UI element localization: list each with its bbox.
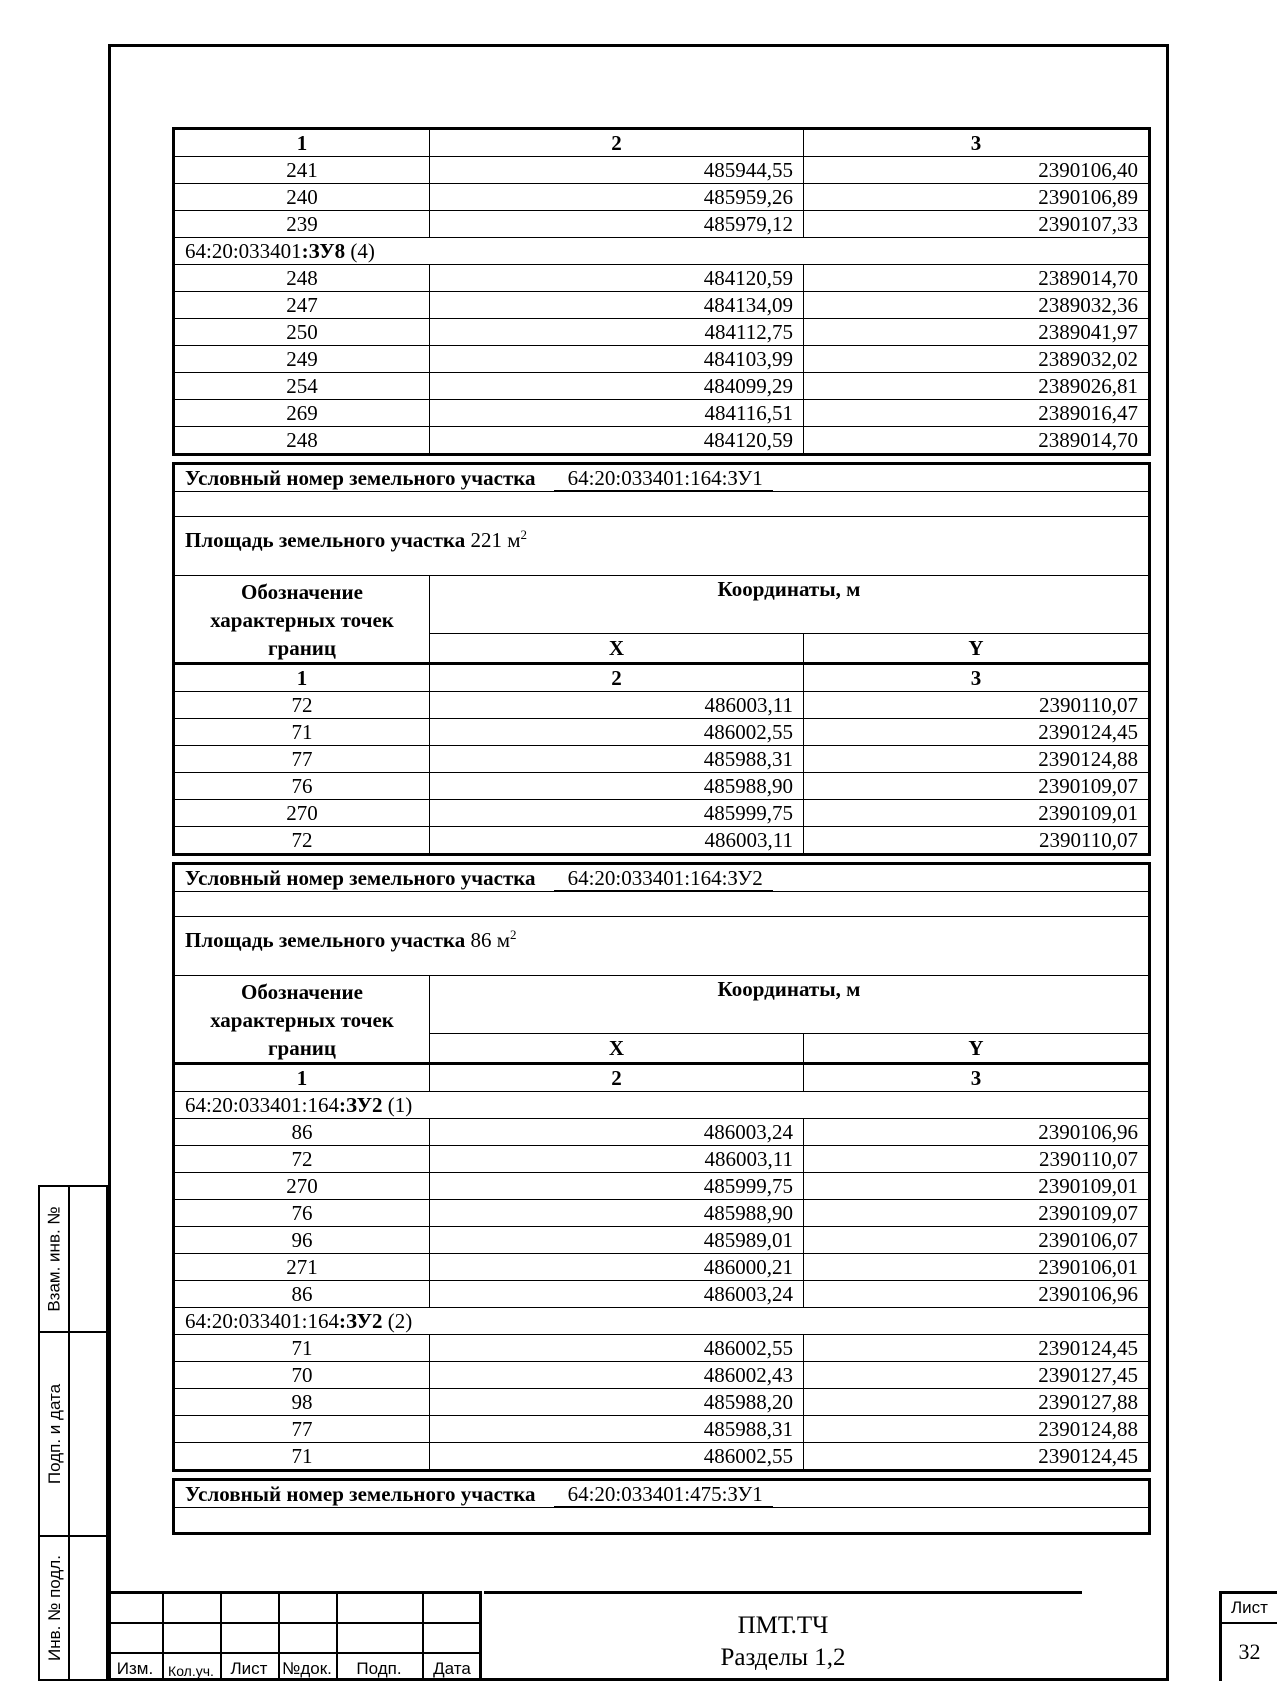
- point-id: 270: [174, 1173, 430, 1200]
- group-row: [174, 1308, 1150, 1335]
- plot-number: 64:20:033401:164:ЗУ1: [554, 466, 773, 491]
- group-prefix: 64:20:033401:164: [185, 1309, 340, 1333]
- coord-x: 485988,20: [430, 1389, 804, 1416]
- col-header-2: 2: [430, 129, 804, 157]
- group-row: [174, 238, 1150, 265]
- sheet-number: 32: [1238, 1639, 1261, 1664]
- area-value: 86 м: [470, 928, 511, 952]
- table-header-row: [174, 664, 1150, 692]
- table-row: [174, 373, 1150, 400]
- coord-x: 486002,55: [430, 1335, 804, 1362]
- coord-x: 485988,90: [430, 1200, 804, 1227]
- table-row: [174, 1146, 1150, 1173]
- coord-y: 2389014,70: [804, 427, 1150, 455]
- coord-y: 2390127,88: [804, 1389, 1150, 1416]
- point-id: 71: [174, 1335, 430, 1362]
- uslov-label: Условный номер земельного участка: [185, 1482, 536, 1506]
- data-label: Дата: [433, 1659, 471, 1678]
- coord-x: 485988,31: [430, 746, 804, 773]
- coord-x: 486003,11: [430, 827, 804, 855]
- izm-label: Изм.: [116, 1659, 154, 1678]
- area-label: Площадь земельного участка: [185, 928, 466, 952]
- point-id: 72: [174, 827, 430, 855]
- coord-y: 2390124,45: [804, 1335, 1150, 1362]
- coord-x: 486003,11: [430, 1146, 804, 1173]
- col-header-3: 3: [804, 1064, 1150, 1092]
- coord-x: 486003,24: [430, 1281, 804, 1308]
- col-header-2: 2: [430, 664, 804, 692]
- table-row: [174, 1416, 1150, 1443]
- coord-y: 2389014,70: [804, 265, 1150, 292]
- coord-x: 484099,29: [430, 373, 804, 400]
- plot-number: 64:20:033401:475:ЗУ1: [554, 1482, 773, 1507]
- point-id: 76: [174, 1200, 430, 1227]
- point-id: 240: [174, 184, 430, 211]
- col-header-3: 3: [804, 664, 1150, 692]
- plot-table-2: [172, 862, 1151, 1472]
- document-designation: [484, 1591, 1082, 1681]
- table-row: [174, 773, 1150, 800]
- coord-x: 485979,12: [430, 211, 804, 238]
- point-id: 248: [174, 427, 430, 455]
- doc-code: ПМТ.ТЧ: [737, 1612, 829, 1639]
- podp-label: Подп.: [356, 1659, 402, 1678]
- coord-y: 2389026,81: [804, 373, 1150, 400]
- point-id: 86: [174, 1281, 430, 1308]
- table-row: [174, 1389, 1150, 1416]
- point-id: 86: [174, 1119, 430, 1146]
- coord-x: 485989,01: [430, 1227, 804, 1254]
- coord-y: 2389016,47: [804, 400, 1150, 427]
- coord-y: 2390110,07: [804, 827, 1150, 855]
- table-header-row: [174, 1064, 1150, 1092]
- coord-y: 2390109,01: [804, 800, 1150, 827]
- coord-y: 2390107,33: [804, 211, 1150, 238]
- coord-x: 486002,43: [430, 1362, 804, 1389]
- coord-y: 2390124,88: [804, 1416, 1150, 1443]
- coord-x: 486003,11: [430, 692, 804, 719]
- table-row: [174, 1443, 1150, 1471]
- col-header-1: 1: [174, 664, 430, 692]
- coord-y: 2390127,45: [804, 1362, 1150, 1389]
- side-stamp-podp: [38, 1331, 108, 1537]
- oboznach-header: Обозначение характерных точек границ: [174, 576, 430, 664]
- x-header: X: [430, 1033, 804, 1063]
- col-header-1: 1: [174, 1064, 430, 1092]
- coord-y: 2390109,01: [804, 1173, 1150, 1200]
- table-header-row: [174, 129, 1150, 157]
- group-row: [174, 1092, 1150, 1119]
- coord-x: 485999,75: [430, 1173, 804, 1200]
- coord-x: 484112,75: [430, 319, 804, 346]
- point-id: 96: [174, 1227, 430, 1254]
- point-id: 72: [174, 1146, 430, 1173]
- point-id: 76: [174, 773, 430, 800]
- point-id: 269: [174, 400, 430, 427]
- x-header: X: [430, 633, 804, 663]
- doc-section: Разделы 1,2: [720, 1644, 846, 1671]
- plot-number: 64:20:033401:164:ЗУ2: [554, 866, 773, 891]
- table-row: [174, 319, 1150, 346]
- coord-y: 2390106,89: [804, 184, 1150, 211]
- point-id: 254: [174, 373, 430, 400]
- ndok-label: №док.: [282, 1659, 332, 1678]
- coord-y: 2390109,07: [804, 773, 1150, 800]
- side-label-podp: Подп. и дата: [45, 1383, 65, 1485]
- table-row: [174, 1335, 1150, 1362]
- coord-x: 485959,26: [430, 184, 804, 211]
- coord-y: 2389032,36: [804, 292, 1150, 319]
- side-label-inv: Инв. № подл.: [45, 1555, 64, 1661]
- group-bold: :ЗУ8: [301, 239, 346, 263]
- coord-x: 485988,31: [430, 1416, 804, 1443]
- table-row: [174, 1362, 1150, 1389]
- table-row: [174, 1173, 1150, 1200]
- coord-y: 2390106,40: [804, 157, 1150, 184]
- coord-y: 2390124,45: [804, 1443, 1150, 1471]
- table-row: [174, 184, 1150, 211]
- table-row: [174, 265, 1150, 292]
- coord-x: 486002,55: [430, 1443, 804, 1471]
- coord-x: 486000,21: [430, 1254, 804, 1281]
- coord-y: 2390124,45: [804, 719, 1150, 746]
- coord-x: 485944,55: [430, 157, 804, 184]
- coord-x: 484116,51: [430, 400, 804, 427]
- group-suffix: (2): [382, 1309, 413, 1333]
- coord-y: 2390109,07: [804, 1200, 1150, 1227]
- side-stamp-inv: [38, 1535, 108, 1681]
- col-header-3: 3: [804, 129, 1150, 157]
- coord-y: 2390106,96: [804, 1119, 1150, 1146]
- table-row: [174, 1227, 1150, 1254]
- kol-label: Кол.уч.: [168, 1663, 214, 1679]
- table-row: [174, 692, 1150, 719]
- table-row: [174, 211, 1150, 238]
- plot-table-1: [172, 462, 1151, 856]
- plot-table-3: [172, 1478, 1151, 1535]
- group-suffix: (4): [345, 239, 375, 263]
- point-id: 77: [174, 1416, 430, 1443]
- table-row: [174, 746, 1150, 773]
- title-block: [108, 1591, 1268, 1681]
- area-sup: 2: [510, 927, 517, 942]
- group-prefix: 64:20:033401:164: [185, 1093, 340, 1117]
- point-id: 249: [174, 346, 430, 373]
- coord-y: 2390110,07: [804, 692, 1150, 719]
- oboznach-header: Обозначение характерных точек границ: [174, 976, 430, 1064]
- coord-table-continuation: [172, 127, 1151, 456]
- table-row: [174, 1200, 1150, 1227]
- coord-x: 486002,55: [430, 719, 804, 746]
- point-id: 271: [174, 1254, 430, 1281]
- area-value: 221 м: [470, 528, 521, 552]
- side-label-vzam: Взам. инв. №: [45, 1206, 65, 1312]
- table-row: [174, 292, 1150, 319]
- group-bold: :ЗУ2: [339, 1093, 383, 1117]
- table-row: [174, 400, 1150, 427]
- coord-y: 2390106,01: [804, 1254, 1150, 1281]
- coord-x: 486003,24: [430, 1119, 804, 1146]
- coord-x: 484120,59: [430, 427, 804, 455]
- col-header-1: 1: [174, 129, 430, 157]
- coord-x: 484103,99: [430, 346, 804, 373]
- point-id: 270: [174, 800, 430, 827]
- uslov-label: Условный номер земельного участка: [185, 466, 536, 490]
- coord-y: 2390106,07: [804, 1227, 1150, 1254]
- uslov-label: Условный номер земельного участка: [185, 866, 536, 890]
- group-suffix: (1): [382, 1093, 413, 1117]
- table-row: [174, 1281, 1150, 1308]
- side-stamp-vzam: [38, 1185, 108, 1333]
- table-row: [174, 827, 1150, 855]
- area-sup: 2: [520, 527, 528, 542]
- point-id: 72: [174, 692, 430, 719]
- coord-y: 2390110,07: [804, 1146, 1150, 1173]
- y-header: Y: [804, 1033, 1150, 1063]
- coord-x: 484120,59: [430, 265, 804, 292]
- point-id: 98: [174, 1389, 430, 1416]
- table-row: [174, 157, 1150, 184]
- list-label: Лист: [230, 1659, 268, 1678]
- table-row: [174, 800, 1150, 827]
- table-row: [174, 1254, 1150, 1281]
- point-id: 71: [174, 719, 430, 746]
- point-id: 247: [174, 292, 430, 319]
- coord-x: 485999,75: [430, 800, 804, 827]
- col-header-2: 2: [430, 1064, 804, 1092]
- koord-header: Координаты, м: [430, 976, 1150, 1034]
- table-row: [174, 1119, 1150, 1146]
- sheet-label: Лист: [1222, 1594, 1277, 1624]
- point-id: 241: [174, 157, 430, 184]
- y-header: Y: [804, 633, 1150, 663]
- coord-x: 484134,09: [430, 292, 804, 319]
- coord-y: 2390124,88: [804, 746, 1150, 773]
- coord-y: 2389041,97: [804, 319, 1150, 346]
- sheet-box: [1219, 1591, 1277, 1681]
- group-bold: :ЗУ2: [339, 1309, 383, 1333]
- coord-y: 2390106,96: [804, 1281, 1150, 1308]
- coord-y: 2389032,02: [804, 346, 1150, 373]
- koord-header: Координаты, м: [430, 576, 1150, 634]
- area-label: Площадь земельного участка: [185, 528, 466, 552]
- content: [172, 127, 1148, 1535]
- point-id: 239: [174, 211, 430, 238]
- table-row: [174, 427, 1150, 455]
- point-id: 250: [174, 319, 430, 346]
- revision-grid: [108, 1591, 482, 1681]
- group-prefix: 64:20:033401: [185, 239, 302, 263]
- point-id: 248: [174, 265, 430, 292]
- table-row: [174, 719, 1150, 746]
- point-id: 77: [174, 746, 430, 773]
- point-id: 71: [174, 1443, 430, 1471]
- table-row: [174, 346, 1150, 373]
- point-id: 70: [174, 1362, 430, 1389]
- coord-x: 485988,90: [430, 773, 804, 800]
